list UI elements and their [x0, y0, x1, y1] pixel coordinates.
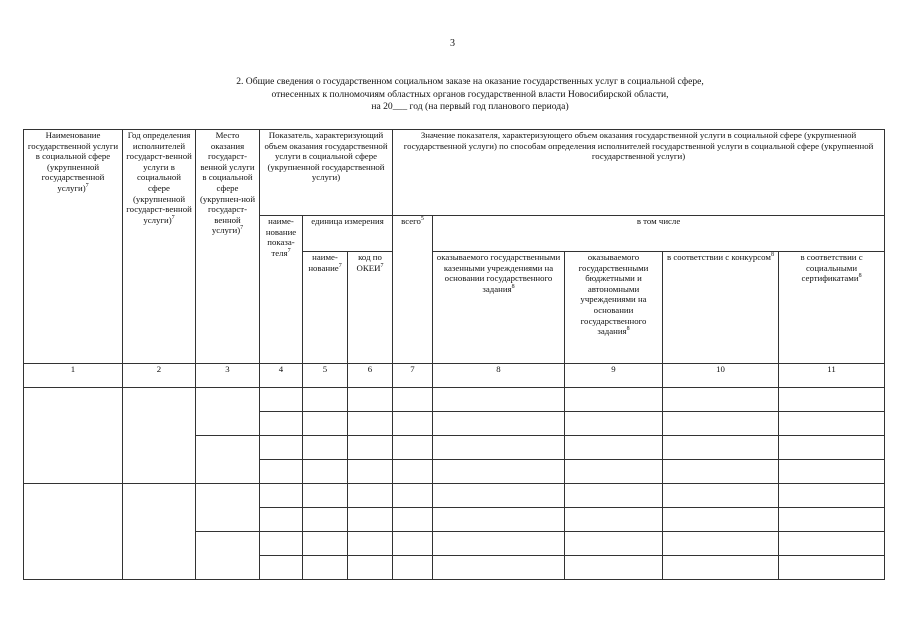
header-indicator-group: Показатель, характеризующий объем оказания государственной услуги в социальной сфере (укрупненной государственной услуги)	[260, 130, 393, 216]
empty-cell	[260, 412, 303, 436]
empty-cell	[196, 388, 260, 436]
empty-cell	[348, 556, 393, 580]
empty-cell	[123, 484, 196, 580]
empty-cell	[393, 412, 433, 436]
empty-cell	[348, 436, 393, 460]
column-number: 8	[433, 364, 565, 388]
table-row	[24, 388, 885, 412]
empty-cell	[303, 556, 348, 580]
empty-cell	[260, 532, 303, 556]
empty-cell	[260, 556, 303, 580]
empty-cell	[663, 484, 779, 508]
empty-cell	[196, 532, 260, 580]
column-number: 6	[348, 364, 393, 388]
social-order-table	[23, 129, 885, 580]
empty-cell	[393, 436, 433, 460]
empty-cell	[24, 388, 123, 484]
header-competition: в соответствии с конкурсом$^8$	[663, 252, 779, 364]
empty-cell	[433, 556, 565, 580]
empty-cell	[123, 388, 196, 484]
empty-cell	[779, 460, 885, 484]
header-year: Год определения исполнителей государст-венной услуги в социальной сфере (укрупненной государст-венной услуги)$^7$	[123, 130, 196, 364]
section-title	[120, 76, 820, 114]
empty-cell	[433, 388, 565, 412]
empty-cell	[565, 460, 663, 484]
column-number: 9	[565, 364, 663, 388]
empty-cell	[196, 436, 260, 484]
header-certificates: в соответствии с социальными сертификатами$^8$	[779, 252, 885, 364]
empty-cell	[663, 412, 779, 436]
empty-cell	[565, 508, 663, 532]
empty-cell	[565, 484, 663, 508]
empty-cell	[348, 508, 393, 532]
page-number: 3	[450, 38, 455, 49]
empty-cell	[348, 460, 393, 484]
empty-cell	[393, 460, 433, 484]
empty-cell	[260, 388, 303, 412]
header-total: всего$^5$	[393, 216, 433, 364]
empty-cell	[260, 508, 303, 532]
empty-cell	[393, 556, 433, 580]
empty-cell	[565, 412, 663, 436]
column-number: 10	[663, 364, 779, 388]
header-state-task-kazennye: оказываемого государственными казенными учреждениями на основании государственного задания$^8$	[433, 252, 565, 364]
empty-cell	[393, 508, 433, 532]
header-place: Место оказания государст-венной услуги в социальной сфере (укрупнен-ной государст-венной услуги)$^7$	[196, 130, 260, 364]
empty-cell	[663, 508, 779, 532]
empty-cell	[779, 484, 885, 508]
empty-cell	[433, 460, 565, 484]
column-number-row	[24, 364, 885, 388]
empty-cell	[433, 412, 565, 436]
empty-cell	[196, 484, 260, 532]
empty-cell	[433, 436, 565, 460]
empty-cell	[565, 556, 663, 580]
empty-cell	[303, 436, 348, 460]
title-line-1: 2. Общие сведения о государственном социальном заказе на оказание государственных услуг в социальной сфере,	[236, 76, 704, 87]
empty-cell	[663, 532, 779, 556]
empty-cell	[303, 484, 348, 508]
empty-cell	[303, 460, 348, 484]
empty-cell	[779, 556, 885, 580]
empty-cell	[779, 532, 885, 556]
empty-cell	[260, 436, 303, 460]
empty-cell	[24, 484, 123, 580]
empty-cell	[433, 508, 565, 532]
empty-cell	[303, 532, 348, 556]
empty-cell	[393, 388, 433, 412]
empty-cell	[565, 532, 663, 556]
column-number: 5	[303, 364, 348, 388]
empty-cell	[433, 484, 565, 508]
empty-cell	[663, 556, 779, 580]
empty-cell	[565, 388, 663, 412]
header-service-name: Наименование государственной услуги в социальной сфере (укрупненной государственной услуги)$^7$	[24, 130, 123, 364]
column-number: 3	[196, 364, 260, 388]
header-value-group: Значение показателя, характеризующего объем оказания государственной услуги в социальной сфере (укрупненной государственной услуги) по способам определения исполнителей государственной услуги в социальной сфере (укрупненной государственной услуги)	[393, 130, 885, 216]
column-number: 7	[393, 364, 433, 388]
empty-cell	[260, 484, 303, 508]
empty-cell	[779, 508, 885, 532]
empty-cell	[348, 412, 393, 436]
header-including: в том числе	[433, 216, 885, 252]
empty-cell	[433, 532, 565, 556]
empty-cell	[303, 388, 348, 412]
empty-cell	[663, 436, 779, 460]
header-okei-code: код по ОКЕИ$^7$	[348, 252, 393, 364]
empty-cell	[303, 508, 348, 532]
column-number: 4	[260, 364, 303, 388]
column-number: 2	[123, 364, 196, 388]
header-state-task-budget: оказываемого государственными бюджетными и автономными учреждениями на основании государственного задания$^8$	[565, 252, 663, 364]
header-unit-name: наиме-нование$^7$	[303, 252, 348, 364]
empty-cell	[779, 388, 885, 412]
header-unit-group: единица измерения	[303, 216, 393, 252]
column-number: 11	[779, 364, 885, 388]
empty-cell	[303, 412, 348, 436]
table-row	[24, 484, 885, 508]
empty-cell	[348, 532, 393, 556]
empty-cell	[565, 436, 663, 460]
empty-cell	[260, 460, 303, 484]
empty-cell	[663, 460, 779, 484]
empty-cell	[348, 484, 393, 508]
empty-cell	[393, 532, 433, 556]
header-indicator-name: наиме-нование показа-теля$^7$	[260, 216, 303, 364]
column-number: 1	[24, 364, 123, 388]
empty-cell	[663, 388, 779, 412]
title-line-3: на 20___ год (на первый год планового периода)	[371, 101, 569, 112]
title-line-2: отнесенных к полномочиям областных органов государственной власти Новосибирской области,	[271, 88, 669, 100]
empty-cell	[779, 436, 885, 460]
empty-cell	[779, 412, 885, 436]
empty-cell	[393, 484, 433, 508]
empty-cell	[348, 388, 393, 412]
